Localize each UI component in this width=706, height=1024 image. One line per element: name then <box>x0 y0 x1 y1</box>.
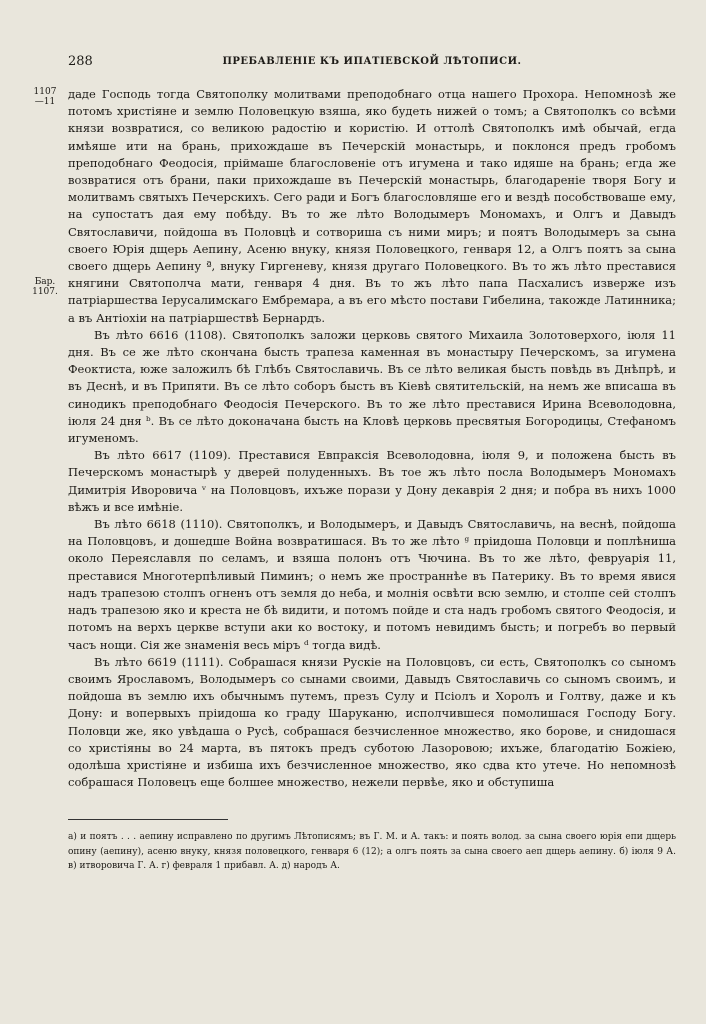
running-title: ПРЕБАВЛЕНІЕ КЪ ИПАТІЕВСКОЙ ЛѢТОПИСИ. <box>222 56 522 67</box>
paragraph: даде Господь тогда Святополку молитвами преподобнаго отца нашего Прохора. Непомнозѣ же потомъ христіяне и землю Половецкую взяша, яко будеть нижей о томъ; а Святополкъ со всѣми князи возвратися, со великою радостію и користію. И оттолѣ Святополкъ имѣ обычай, егда имѣяше ити на брань, прихождаше въ Печерскій монастырь, и поклонся предъ гробомъ преподобнаго Феодосія, пріймаше благословеніе отъ игумена и тако идяше на брань; егда же возвратися отъ брани, паки прихождаше въ Печерскій монастырь, благодареніе творя Богу и молитвамъ святыхъ Печерскихъ. Сего ради и Богъ благословляше его и вездѣ пособствоваше ему, на супостатъ дая ему побѣду. Въ то же лѣто Володымеръ Мономахъ, и Олгъ и Давыдъ Святославичи, пойдоша въ Половцѣ и сотвориша съ ними миръ; и поятъ Володымеръ за сына своего Юрія дщерь Аепину, Асеню внуку, князя Половецкого, генваря 12, а Олгъ поятъ за сына своего дщерь Аепину ª, внуку Гиргеневу, князя другаго Половецкого. Въ то жъ лѣто преставися княгини Святополча мати, генваря 4 дня. Въ то жъ лѣто папа Пасхалисъ изверже изъ патріаршества Іерусалимскаго Ембремара, а въ его мѣсто постави Гибелина, такожде Латинника; а въ Антіохіи на патріаршествѣ Бернардъ. <box>68 87 676 325</box>
margin-source-line: Бар. <box>34 277 56 287</box>
paragraph: Въ лѣто 6617 (1109). Преставися Евпраксія Всеволодовна, іюля 9, и положена бысть въ Печерскомъ монастырѣ у дверей полуденныхъ. Въ тое жъ лѣто посла Володымеръ Мономахъ Димитрія Иворовича ᵛ на Половцовъ, ихъже порази у Дону декаврія 2 дня; и побра въ нихъ 1000 вѣжъ и все имѣніе. <box>68 448 676 514</box>
margin-year-note <box>26 87 64 107</box>
margin-source-line: 1107. <box>32 287 58 297</box>
margin-source-note <box>26 277 64 297</box>
paragraph: Въ лѣто 6616 (1108). Святополкъ заложи церковь святого Михаила Золотоверхого, іюля 11 дня. Въ се же лѣто скончана бысть трапеза каменная въ монастыру Печерскомъ, за игумена Феоктиста, юже заложилъ бѣ Глѣбъ Святославичь. Въ се лѣто великая бысть повѣдь въ Днѣпрѣ, и въ Деснѣ, и въ Припяти. Въ се лѣто соборъ бысть въ Кіевѣ святительскій, на немъ же вписаша въ синодикъ преподобнаго Феодосія Печерского. Въ то же лѣто преставися Ирина Всеволодовна, іюля 24 дня ᵇ. Въ се лѣто доконачана бысть на Кловѣ церковь пресвятыя Богородицы, Стефаномъ игуменомъ. <box>68 327 676 446</box>
page-header <box>68 54 676 74</box>
chronicle-text <box>68 86 676 791</box>
footnote-divider <box>68 819 228 820</box>
paragraph: Въ лѣто 6618 (1110). Святополкъ, и Володымеръ, и Давыдъ Святославичь, на веснѣ, пойдоша на Половцовъ, и дошедше Война возвратишася. Въ то же лѣто ᵍ пріидоша Половци и поплѣниша около Переяславля по селамъ, и взяша полонъ отъ Чючина. Въ то же лѣто, февруарія 11, преставися Многотерпѣливый Пиминъ; о немъ же пространнѣе въ Патерику. Въ то время явися надъ трапезою столпъ огненъ отъ земля до неба, и молнія освѣти всю землю, и столпе сей столпъ надъ трапезою яко и креста не бѣ видити, и потомъ пойде и ста надъ гробомъ святого Феодосія, и потомъ на верхъ церкве вступи аки ко востоку, и потомъ невидимъ бысть; и погребъ во первый часъ нощи. Сія же знаменія весь міръ ᵈ тогда видѣ. <box>68 517 676 652</box>
margin-year-line: —11 <box>34 97 56 107</box>
margin-year-line: 1107 <box>33 87 57 97</box>
page-number: 288 <box>68 54 93 69</box>
paragraph: Въ лѣто 6619 (1111). Собрашася князи Рускіе на Половцовъ, си есть, Святополкъ со сыномъ своимъ Ярославомъ, Володымеръ со сынами своими, Давыдъ Святославичь со сыномъ своимъ, и пойдоша въ землю ихъ обычнымъ путемъ, презъ Сулу и Псіолъ и Хоролъ и Голтву, даже и къ Дону: и вопервыхъ пріидоша ко граду Шаруканю, исполчившеся помолишася Господу Богу. Половци же, яко увѣдаша о Русѣ, собрашася безчисленное множество, яко борове, и снидошася со христіяны во 24 марта, въ пятокъ предъ суботою Лазоровою; ихъже, благодатію Божіею, одолѣша христіяне и избиша ихъ безчисленное множество, яко сдва кто утече. Но непомнозѣ собрашася Половецъ еще болшее множество, нежели первѣе, яко и обступиша <box>68 654 676 790</box>
footnotes: а) и поятъ . . . аепину исправлено по другимъ Лѣтописямъ; въ Г. М. и А. такъ: и поять волод. за сына своего юрія епи дщерь опину (аепину), асеню внуку, князя половецкого, генваря 6 (12); а олгъ поять за сына своего аеп дщерь аепину. б) іюля 9 А. в) итворовича Г. А. г) февраля 1 прибавл. А. д) народъ А. <box>68 832 676 871</box>
